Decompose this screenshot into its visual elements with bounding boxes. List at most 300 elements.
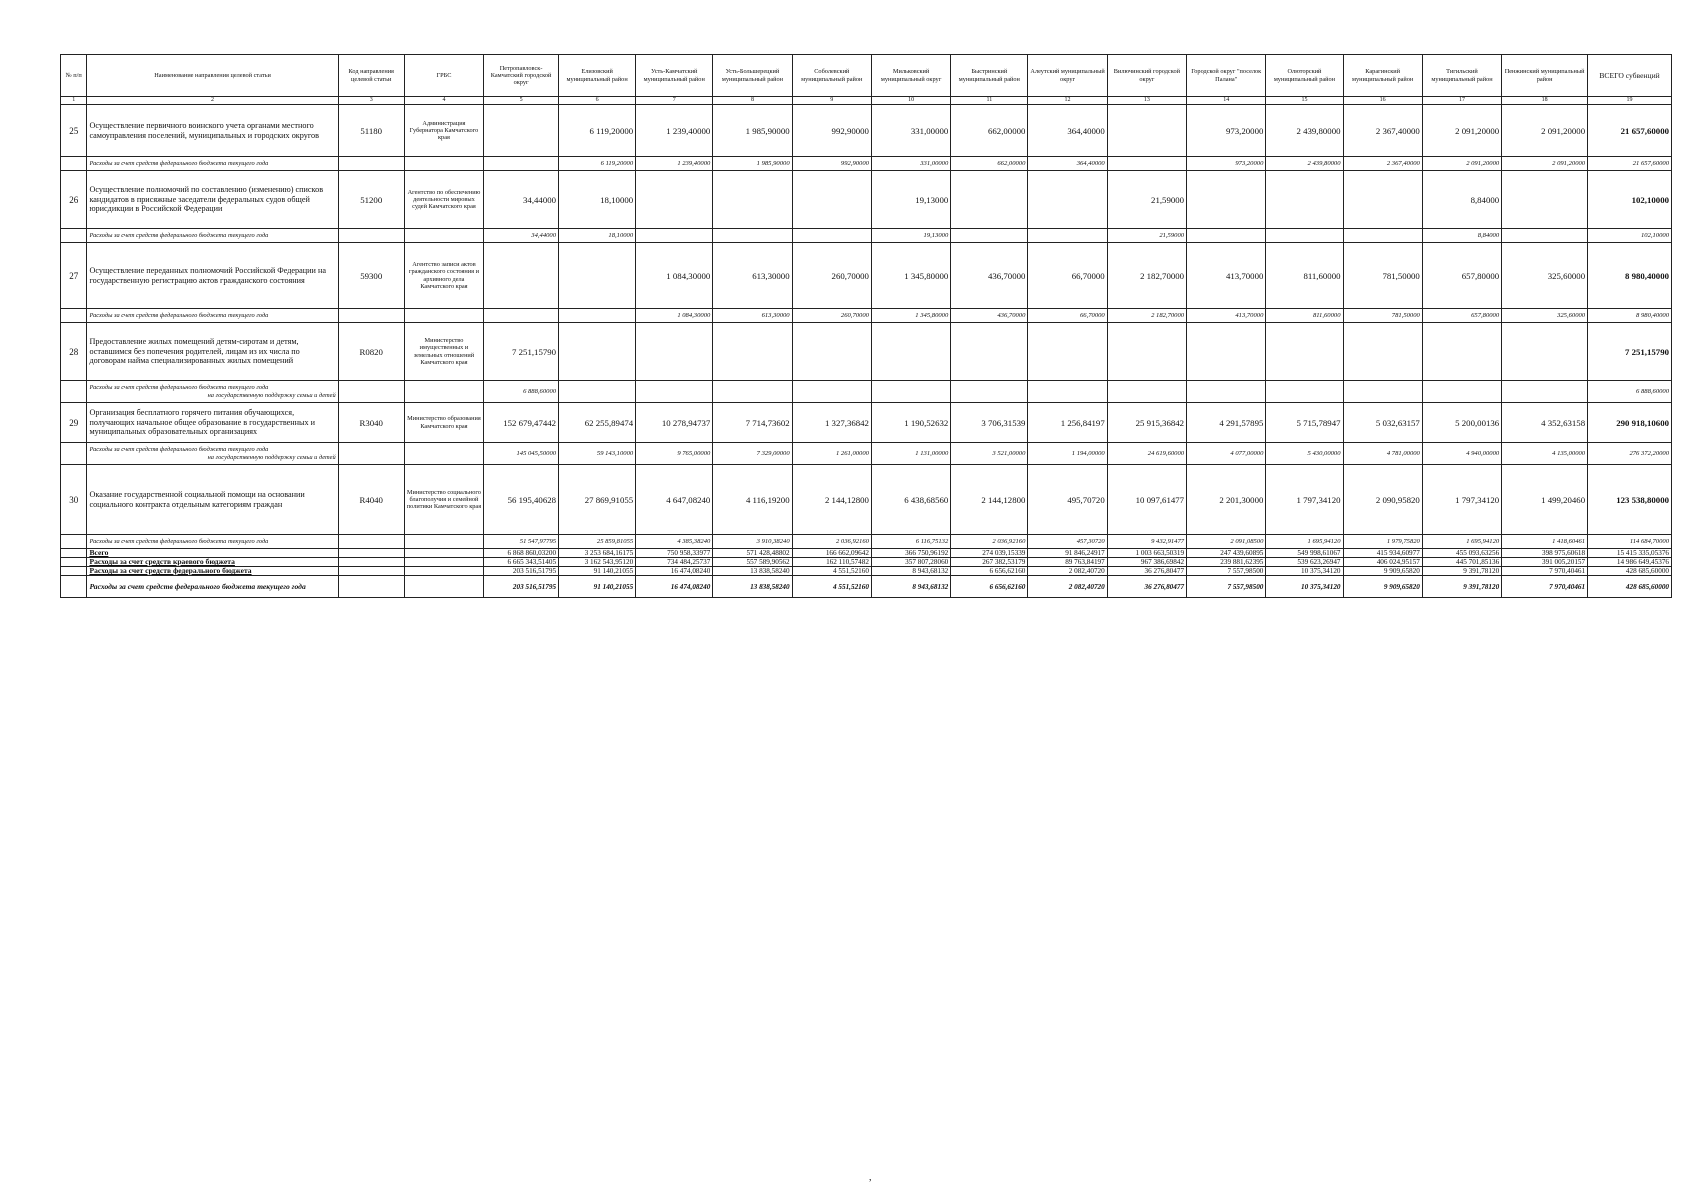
subrow-value-cell: 613,30000 [713,309,792,323]
totals-total: 14 986 649,45376 [1588,558,1672,567]
row-code: 59300 [338,243,404,309]
totals-name: Всего [87,549,338,558]
totals-name: Расходы за счет средств федерального бюджета текущего года [87,576,338,598]
value-cell: 2 367,40000 [1343,105,1422,157]
subrow-value-cell: 331,00000 [871,157,950,171]
value-cell: 1 256,84197 [1028,403,1107,443]
subrow-value-cell [1028,381,1107,403]
subrow-name: Расходы за счет средств федерального бюджета текущего года [87,229,338,243]
subrow-blank [338,381,404,403]
value-cell: 657,80000 [1422,243,1501,309]
subrow-value-cell [1343,229,1422,243]
subrow-value-cell: 4 135,00000 [1502,443,1588,465]
totals-total: 15 415 335,05376 [1588,549,1672,558]
value-cell [1266,171,1343,229]
value-cell: 3 706,31539 [951,403,1028,443]
totals-value-cell: 8 943,68132 [871,567,950,576]
totals-value-cell: 8 943,68132 [871,576,950,598]
totals-value-cell: 549 998,61067 [1266,549,1343,558]
totals-blank [61,549,87,558]
table-subrow [61,157,1672,171]
subrow-value-cell: 811,60000 [1266,309,1343,323]
subrow-value-cell: 4 077,00000 [1187,443,1266,465]
subrow-value-cell: 4 385,38240 [636,535,713,549]
row-number: 30 [61,465,87,535]
value-cell: 811,60000 [1266,243,1343,309]
subrow-name-line1: Расходы за счет средств федерального бюджета текущего года [89,446,269,454]
header-district: Быстринский муниципальный район [951,55,1028,97]
header-district: Мильковский муниципальный округ [871,55,950,97]
subrow-value-cell: 364,40000 [1028,157,1107,171]
totals-value-cell: 16 474,08240 [636,576,713,598]
totals-total: 428 685,60000 [1588,567,1672,576]
row-code: 51200 [338,171,404,229]
value-cell: 2 439,80000 [1266,105,1343,157]
row-code: 51180 [338,105,404,157]
row-total: 21 657,60000 [1588,105,1672,157]
value-cell: 2 144,12800 [792,465,871,535]
subrow-total: 114 684,70000 [1588,535,1672,549]
subrow-value-cell: 260,70000 [792,309,871,323]
subrow-value-cell [1187,229,1266,243]
subrow-value-cell: 1 261,00000 [792,443,871,465]
value-cell [636,171,713,229]
value-cell: 364,40000 [1028,105,1107,157]
table-subrow [61,309,1672,323]
subrow-name: Расходы за счет средств федерального бюджета текущего года [87,157,338,171]
subrow-blank [404,443,483,465]
totals-value-cell: 2 082,40720 [1028,567,1107,576]
column-number: 19 [1588,97,1672,105]
header-district: Петропавловск-Камчатский городской округ [484,55,559,97]
row-total: 123 538,80000 [1588,465,1672,535]
header-district: Олюторский муниципальный район [1266,55,1343,97]
totals-value-cell: 274 039,15339 [951,549,1028,558]
value-cell [951,323,1028,381]
header-district: Карагинский муниципальный район [1343,55,1422,97]
subrow-value-cell: 1 239,40000 [636,157,713,171]
value-cell: 21,59000 [1107,171,1186,229]
value-cell [559,323,636,381]
value-cell: 4 116,19200 [713,465,792,535]
value-cell: 973,20000 [1187,105,1266,157]
totals-value-cell: 91 140,21055 [559,576,636,598]
subrow-value-cell: 3 521,00000 [951,443,1028,465]
table-row [61,171,1672,229]
totals-value-cell: 571 428,48802 [713,549,792,558]
header-total: ВСЕГО субвенций [1588,55,1672,97]
totals-row [61,567,1672,576]
totals-value-cell: 9 391,78120 [1422,576,1501,598]
subrow-blank [61,309,87,323]
subrow-blank [61,157,87,171]
row-total: 102,10000 [1588,171,1672,229]
value-cell: 1 327,36842 [792,403,871,443]
value-cell: 662,00000 [951,105,1028,157]
subrow-value-cell: 1 695,94120 [1422,535,1501,549]
column-numbers-row [61,97,1672,105]
totals-blank [61,576,87,598]
column-number: 14 [1187,97,1266,105]
value-cell: 781,50000 [1343,243,1422,309]
value-cell [713,171,792,229]
value-cell [484,243,559,309]
totals-value-cell: 203 516,51795 [484,567,559,576]
subrow-name [87,443,338,465]
subrow-value-cell: 6 116,75132 [871,535,950,549]
subrow-value-cell [792,229,871,243]
value-cell: 10 278,94737 [636,403,713,443]
totals-value-cell: 398 975,60618 [1502,549,1588,558]
totals-value-cell: 89 763,84197 [1028,558,1107,567]
value-cell: 2 201,30000 [1187,465,1266,535]
column-number: 11 [951,97,1028,105]
value-cell: 4 291,57895 [1187,403,1266,443]
subrow-value-cell: 51 547,97795 [484,535,559,549]
subrow-value-cell: 2 036,92160 [951,535,1028,549]
subrow-value-cell: 992,90000 [792,157,871,171]
header-row [61,55,1672,97]
table-row [61,403,1672,443]
subrow-blank [61,535,87,549]
totals-value-cell: 9 909,65820 [1343,576,1422,598]
totals-value-cell: 7 970,40461 [1502,576,1588,598]
value-cell: 1 499,20460 [1502,465,1588,535]
subrow-value-cell: 2 182,70000 [1107,309,1186,323]
column-number: 16 [1343,97,1422,105]
totals-value-cell: 557 589,90562 [713,558,792,567]
subrow-value-cell [484,309,559,323]
totals-blank [61,567,87,576]
budget-sheet [60,54,1672,598]
subrow-value-cell [1107,157,1186,171]
header-name: Наименование направления целевой статьи [87,55,338,97]
totals-value-cell: 239 881,62395 [1187,558,1266,567]
row-grbs: Министерство образования Камчатского края [404,403,483,443]
value-cell: 34,44000 [484,171,559,229]
subrow-value-cell [951,229,1028,243]
value-cell: 4 647,08240 [636,465,713,535]
subrow-value-cell [951,381,1028,403]
table-row [61,323,1672,381]
totals-value-cell: 4 551,52160 [792,567,871,576]
header-no: № п/п [61,55,87,97]
totals-value-cell: 13 838,58240 [713,567,792,576]
row-name: Предоставление жилых помещений детям-сиротам и детям, оставшимся без попечения родителей, лицам из их числа по договорам найма специализированных жилых помещений [87,323,338,381]
totals-value-cell: 750 958,33977 [636,549,713,558]
subrow-total: 21 657,60000 [1588,157,1672,171]
subrow-value-cell: 457,30720 [1028,535,1107,549]
value-cell: 2 090,95820 [1343,465,1422,535]
totals-name: Расходы за счет средств краевого бюджета [87,558,338,567]
subrow-value-cell [1422,381,1501,403]
totals-value-cell: 4 551,52160 [792,576,871,598]
value-cell: 2 182,70000 [1107,243,1186,309]
subrow-value-cell: 325,60000 [1502,309,1588,323]
subrow-value-cell: 4 940,00000 [1422,443,1501,465]
row-grbs: Министерство социального благополучия и семейной политики Камчатского края [404,465,483,535]
subrow-value-cell [1266,381,1343,403]
totals-value-cell: 36 276,80477 [1107,576,1186,598]
value-cell [559,243,636,309]
value-cell [1187,323,1266,381]
column-number: 7 [636,97,713,105]
value-cell: 5 715,78947 [1266,403,1343,443]
subrow-blank [61,229,87,243]
value-cell: 325,60000 [1502,243,1588,309]
subrow-value-cell: 413,70000 [1187,309,1266,323]
table-subrow [61,443,1672,465]
totals-value-cell: 6 656,62160 [951,567,1028,576]
value-cell: 2 091,20000 [1502,105,1588,157]
subrow-value-cell [1187,381,1266,403]
column-number: 5 [484,97,559,105]
subrow-value-cell: 2 367,40000 [1343,157,1422,171]
subrow-value-cell: 657,80000 [1422,309,1501,323]
totals-value-cell: 10 375,34120 [1266,567,1343,576]
subrow-value-cell: 2 036,92160 [792,535,871,549]
row-grbs: Агентство записи актов гражданского состояния и архивного дела Камчатского края [404,243,483,309]
subrow-value-cell: 1 695,94120 [1266,535,1343,549]
value-cell: 10 097,61477 [1107,465,1186,535]
subrow-blank [404,309,483,323]
subrow-value-cell: 6 119,20000 [559,157,636,171]
totals-value-cell: 6 665 343,51405 [484,558,559,567]
column-number: 15 [1266,97,1343,105]
totals-blank [404,567,483,576]
value-cell [1028,323,1107,381]
subrow-blank [61,381,87,403]
value-cell: 1 084,30000 [636,243,713,309]
subrow-value-cell: 9 432,91477 [1107,535,1186,549]
totals-value-cell: 2 082,40720 [1028,576,1107,598]
totals-value-cell: 415 934,60977 [1343,549,1422,558]
subrow-value-cell [559,381,636,403]
subrow-value-cell [792,381,871,403]
value-cell: 8,84000 [1422,171,1501,229]
totals-value-cell: 247 439,60895 [1187,549,1266,558]
row-number: 25 [61,105,87,157]
value-cell: 2 144,12800 [951,465,1028,535]
subrow-value-cell: 1 979,75820 [1343,535,1422,549]
subrow-blank [338,229,404,243]
subrow-name: Расходы за счет средств федерального бюджета текущего года [87,309,338,323]
value-cell: 152 679,47442 [484,403,559,443]
header-district: Елизовский муниципальный район [559,55,636,97]
subrow-value-cell [871,381,950,403]
value-cell: 2 091,20000 [1422,105,1501,157]
subrow-value-cell [1266,229,1343,243]
column-number: 12 [1028,97,1107,105]
subrow-value-cell: 1 418,60461 [1502,535,1588,549]
header-district: Усть-Большерецкий муниципальный район [713,55,792,97]
value-cell: 27 869,91055 [559,465,636,535]
table-subrow [61,381,1672,403]
table-row [61,465,1672,535]
table-subrow [61,229,1672,243]
column-number: 4 [404,97,483,105]
column-number: 3 [338,97,404,105]
value-cell [484,105,559,157]
totals-row [61,549,1672,558]
totals-value-cell: 162 110,57482 [792,558,871,567]
subrow-value-cell: 145 045,50000 [484,443,559,465]
totals-blank [61,558,87,567]
row-name: Осуществление полномочий по составлению (изменению) списков кандидатов в присяжные заседатели федеральных судов общей юрисдикции в Российской Федерации [87,171,338,229]
totals-value-cell: 6 868 860,03200 [484,549,559,558]
value-cell: 6 119,20000 [559,105,636,157]
value-cell [792,171,871,229]
subrow-blank [404,381,483,403]
value-cell [951,171,1028,229]
subrow-value-cell [1502,381,1588,403]
subrow-value-cell: 973,20000 [1187,157,1266,171]
subrow-blank [404,535,483,549]
row-total: 290 918,10600 [1588,403,1672,443]
row-total: 8 980,40000 [1588,243,1672,309]
row-grbs: Министерство имущественных и земельных отношений Камчатского края [404,323,483,381]
subrow-value-cell: 25 859,81055 [559,535,636,549]
value-cell [871,323,950,381]
table-subrow [61,535,1672,549]
column-number: 13 [1107,97,1186,105]
subrow-value-cell: 1 985,90000 [713,157,792,171]
row-name: Организация бесплатного горячего питания обучающихся, получающих начальное общее образование в государственных и муниципальных образовательных организациях [87,403,338,443]
subrow-value-cell: 66,70000 [1028,309,1107,323]
subrow-value-cell [1502,229,1588,243]
row-number: 28 [61,323,87,381]
subrow-blank [404,157,483,171]
totals-value-cell: 7 557,98500 [1187,576,1266,598]
subrow-value-cell: 24 619,60000 [1107,443,1186,465]
header-district: Вилючинский городской округ [1107,55,1186,97]
value-cell: 7 251,15790 [484,323,559,381]
subrow-blank [338,309,404,323]
subrow-value-cell: 3 910,38240 [713,535,792,549]
totals-value-cell: 166 662,09642 [792,549,871,558]
subrow-blank [338,535,404,549]
value-cell: 436,70000 [951,243,1028,309]
value-cell [1266,323,1343,381]
subrow-value-cell [1028,229,1107,243]
value-cell [1422,323,1501,381]
subrow-value-cell: 2 439,80000 [1266,157,1343,171]
totals-blank [404,576,483,598]
value-cell [1107,105,1186,157]
value-cell: 413,70000 [1187,243,1266,309]
subrow-value-cell: 5 430,00000 [1266,443,1343,465]
totals-value-cell: 7 557,98500 [1187,567,1266,576]
subrow-value-cell: 436,70000 [951,309,1028,323]
value-cell: 613,30000 [713,243,792,309]
value-cell: 62 255,89474 [559,403,636,443]
subrow-total: 102,10000 [1588,229,1672,243]
value-cell: 4 352,63158 [1502,403,1588,443]
value-cell: 56 195,40628 [484,465,559,535]
value-cell: 1 239,40000 [636,105,713,157]
subrow-value-cell: 4 781,00000 [1343,443,1422,465]
totals-blank [338,549,404,558]
subrow-value-cell: 9 765,00000 [636,443,713,465]
value-cell: 1 345,80000 [871,243,950,309]
value-cell: 331,00000 [871,105,950,157]
subrow-name [87,381,338,403]
totals-row [61,576,1672,598]
value-cell: 66,70000 [1028,243,1107,309]
value-cell: 7 714,73602 [713,403,792,443]
totals-value-cell: 13 838,58240 [713,576,792,598]
subrow-value-cell: 6 888,60000 [484,381,559,403]
column-number: 8 [713,97,792,105]
totals-value-cell: 16 474,08240 [636,567,713,576]
header-district: Соболевский муниципальный район [792,55,871,97]
row-name: Оказание государственной социальной помощи на основании социального контракта отдельным категориям граждан [87,465,338,535]
subrow-total: 8 980,40000 [1588,309,1672,323]
totals-value-cell: 7 970,40461 [1502,567,1588,576]
subrow-value-cell [636,381,713,403]
column-number: 6 [559,97,636,105]
value-cell: 1 985,90000 [713,105,792,157]
subrow-value-cell: 21,59000 [1107,229,1186,243]
totals-value-cell: 91 140,21055 [559,567,636,576]
page-mark: , [869,1172,872,1183]
subrow-value-cell [559,309,636,323]
subrow-value-cell: 19,13000 [871,229,950,243]
totals-value-cell: 391 005,20157 [1502,558,1588,567]
totals-value-cell: 406 024,95157 [1343,558,1422,567]
subrow-value-cell: 2 091,20000 [1502,157,1588,171]
totals-value-cell: 6 656,62160 [951,576,1028,598]
totals-value-cell: 10 375,34120 [1266,576,1343,598]
header-district: Алеутский муниципальный округ [1028,55,1107,97]
totals-row [61,558,1672,567]
header-district: Пенжинский муниципальный район [1502,55,1588,97]
totals-blank [338,576,404,598]
value-cell: 1 797,34120 [1266,465,1343,535]
header-district: Городской округ "поселок Палана" [1187,55,1266,97]
totals-value-cell: 36 276,80477 [1107,567,1186,576]
subrow-value-cell: 18,10000 [559,229,636,243]
subrow-value-cell: 34,44000 [484,229,559,243]
header-code: Код направления целевой статьи [338,55,404,97]
totals-value-cell: 267 382,53179 [951,558,1028,567]
subrow-name-line2: на государственную поддержку семьи и детей [207,391,336,399]
column-number: 1 [61,97,87,105]
value-cell [1187,171,1266,229]
value-cell: 6 438,68560 [871,465,950,535]
column-number: 17 [1422,97,1501,105]
column-number: 18 [1502,97,1588,105]
totals-value-cell: 539 623,26947 [1266,558,1343,567]
value-cell: 1 190,52632 [871,403,950,443]
subrow-value-cell [1343,381,1422,403]
row-grbs: Администрация Губернатора Камчатского края [404,105,483,157]
subrow-value-cell: 8,84000 [1422,229,1501,243]
value-cell [1343,171,1422,229]
value-cell [1028,171,1107,229]
totals-value-cell: 455 093,63256 [1422,549,1501,558]
header-district: Тигильский муниципальный район [1422,55,1501,97]
totals-value-cell: 3 253 684,16175 [559,549,636,558]
totals-value-cell: 967 386,69842 [1107,558,1186,567]
subrow-blank [338,443,404,465]
value-cell [1343,323,1422,381]
value-cell: 19,13000 [871,171,950,229]
value-cell [636,323,713,381]
column-number: 2 [87,97,338,105]
value-cell [1107,323,1186,381]
value-cell [1502,171,1588,229]
